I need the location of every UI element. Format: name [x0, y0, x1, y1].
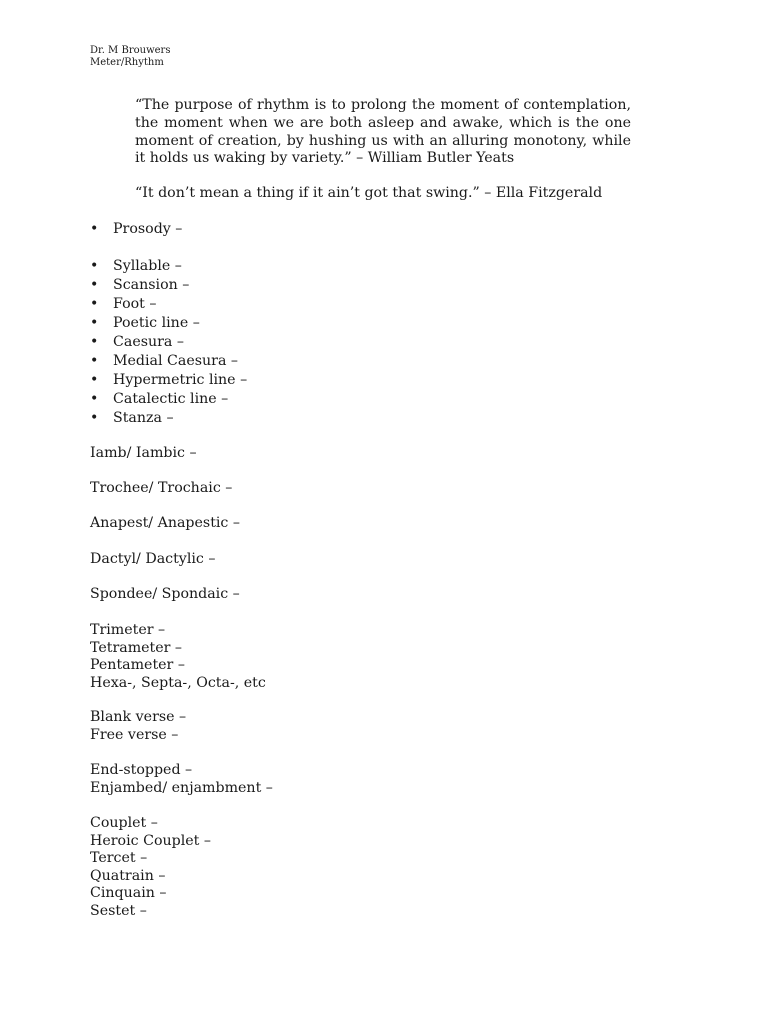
- foot-term-dactyl: [90, 551, 215, 569]
- list-item: Pentameter –: [90, 657, 185, 674]
- document-header: [90, 45, 170, 69]
- list-item: • Scansion –: [90, 276, 247, 295]
- list-item: Trochee/ Trochaic –: [90, 480, 233, 496]
- list-item: End-stopped –: [90, 762, 193, 778]
- terms-bullet-list: [90, 257, 247, 428]
- author-name: Dr. M Brouwers: [90, 45, 171, 56]
- list-item: Trimeter –: [90, 622, 166, 638]
- document-topic: Meter/Rhythm: [90, 57, 164, 68]
- foot-term-anapest: [90, 515, 240, 533]
- list-item: • Hypermetric line –: [90, 371, 247, 390]
- list-item: Quatrain –: [90, 867, 166, 884]
- list-item: Tercet –: [90, 850, 148, 867]
- list-item: Dactyl/ Dactylic –: [90, 551, 216, 567]
- list-item: Anapest/ Anapestic –: [90, 515, 240, 531]
- list-item: • Stanza –: [90, 409, 247, 428]
- list-item: Tetrameter –: [90, 639, 183, 656]
- stanza-terms-list: [90, 815, 211, 921]
- list-item: Sestet –: [90, 902, 147, 919]
- list-item: Couplet –: [90, 815, 158, 831]
- prosody-bullet-list: [90, 220, 182, 239]
- list-item: • Caesura –: [90, 333, 247, 352]
- list-item: Blank verse –: [90, 709, 187, 725]
- list-item: Free verse –: [90, 726, 179, 743]
- list-item: • Foot –: [90, 295, 247, 314]
- list-item: • Syllable –: [90, 257, 247, 276]
- list-item: • Medial Caesura –: [90, 352, 247, 371]
- list-item: • Poetic line –: [90, 314, 247, 333]
- list-item: Iamb/ Iambic –: [90, 445, 197, 461]
- foot-term-spondee: [90, 586, 240, 604]
- meter-terms-list: [90, 622, 266, 692]
- foot-term-trochee: [90, 480, 232, 498]
- list-item: • Catalectic line –: [90, 390, 247, 409]
- fitzgerald-quote: “It don’t mean a thing if it ain’t got that swing.” – Ella Fitzgerald: [135, 185, 603, 201]
- verse-terms-list: [90, 709, 186, 744]
- list-item: Enjambed/ enjambment –: [90, 779, 273, 796]
- yeats-quote: “The purpose of rhythm is to prolong the moment of contemplation, the moment when we are both asleep and awake, which is the one moment of creation, by hushing us with an alluring monotony, while it holds us waking by variety.” – William Butler Yeats: [135, 97, 631, 167]
- list-item: Cinquain –: [90, 885, 167, 902]
- list-item: Hexa-, Septa-, Octa-, etc: [90, 674, 266, 691]
- line-ending-terms-list: [90, 762, 273, 797]
- list-item: Spondee/ Spondaic –: [90, 586, 240, 602]
- foot-term-iamb: [90, 445, 197, 463]
- list-item: • Prosody –: [90, 220, 182, 239]
- list-item: Heroic Couplet –: [90, 832, 211, 849]
